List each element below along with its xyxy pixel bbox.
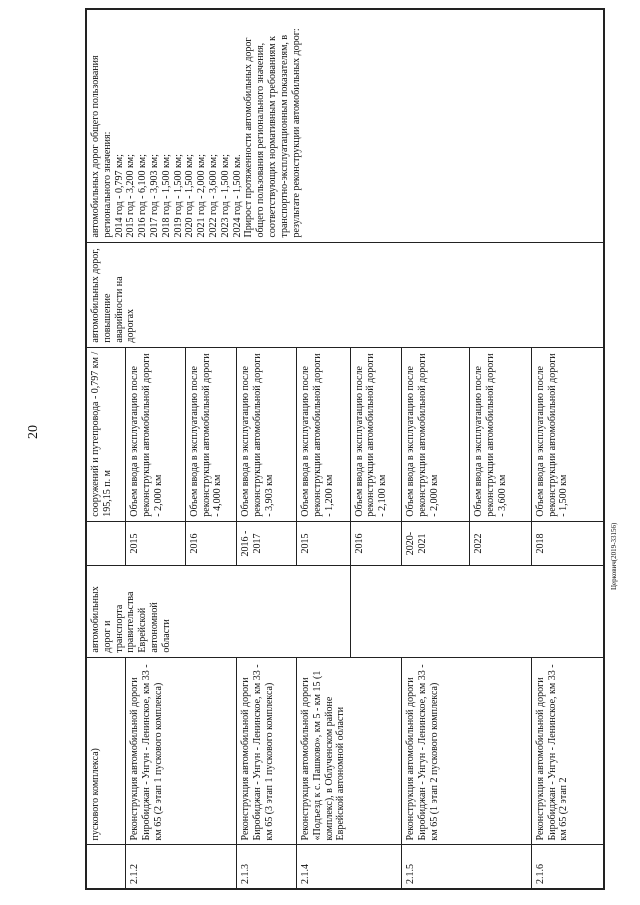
table-cell-num: 2.1.4 [297,845,402,889]
table-cell-indicators: автомобильных дорог общего пользования регионального значения: 2014 год - 0,797 км; 2015 год - 3,200 км; 2016 год - 6,100 км; 2017 год - 3,903 км; 2018 год - 1,500 км; 2019 год - 1,500 км; 2020 год - 1,500 км; 2021 год - 2,000 км; 2022 год - 3,600 км; 2023 год - 1,500 км; 2024 год - 1,500 км. Прирост протяженности автомобильных дорог общего пользования регионального значения, соответствующих нормативным требованиям к транспортно-эксплуатационным показателям, в результате реконструкции автомобильных дорог: [87,10,604,243]
table-cell-year: 2015 [297,521,351,566]
table-cell-result: Объем ввода в эксплуатацию после реконструкции автомобильной дороги - 3,903 км [237,347,297,521]
table-cell-result: Объем ввода в эксплуатацию после реконструкции автомобильной дороги - 2,100 км [350,347,401,521]
table-cell-name: Реконструкция автомобильной дороги Биробиджан - Унгун - Ленинское, км 33 - км 65 (2 этап 1 пускового комплекса) [126,657,237,845]
table-cell-year: 2016 [185,521,236,566]
table-cell-name: Реконструкция автомобильной дороги Биробиджан - Унгун - Ленинское, км 33 - км 65 (1 этап 2 пускового комплекса) [402,657,532,845]
page-number: 20 [26,425,41,439]
table-cell-name: Реконструкция автомобильной дороги Биробиджан - Унгун - Ленинское, км 33 - км 65 (3 этап 1 пускового комплекса) [237,657,297,845]
table-cell-num: 2.1.2 [126,845,237,889]
table-cell-num: 2.1.3 [237,845,297,889]
table-cell-executor: автомобильных дорог и транспорта правительства Еврейской автономной области [87,566,351,657]
document-table-frame [85,8,605,890]
table-cell-year: 2018 [531,521,603,566]
table-cell-year [87,521,126,566]
table-cell-result: Объем ввода в эксплуатацию после реконструкции автомобильной дороги - 2,000 км [402,347,470,521]
table-cell-year: 2015 [126,521,186,566]
table-cell-result: Объем ввода в эксплуатацию после реконструкции автомобильной дороги - 4,000 км [185,347,236,521]
table-cell-effect: автомобильных дорог, повышение аварийности на дорогах [87,242,604,347]
table-cell-year: 2016 - 2017 [237,521,297,566]
table-cell-num: 2.1.5 [402,845,532,889]
table-cell-result: сооружений и путепровода - 0,797 км / 195,15 п. м [87,347,126,521]
table-cell-year: 2016 [350,521,401,566]
table-cell-result: Объем ввода в эксплуатацию после реконструкции автомобильной дороги - 2,000 км [126,347,186,521]
table-cell-year: 2022 [470,521,532,566]
table-cell-executor-empty [350,566,603,657]
table-cell-name: пускового комплекса) [87,657,126,845]
rotated-table-area [86,9,604,889]
table-cell-name: Реконструкция автомобильной дороги Биробиджан - Унгун - Ленинское, км 33 - км 65 (2 этап 2 [531,657,603,845]
table-cell-result: Объем ввода в эксплуатацию после реконструкции автомобильной дороги - 1,200 км [297,347,351,521]
footer-document-code: Церкович(2019-33156) [610,522,618,590]
table-cell-result: Объем ввода в эксплуатацию после реконструкции автомобильной дороги - 1,500 км [531,347,603,521]
program-table [86,9,604,889]
table-cell-num [87,845,126,889]
table-cell-result: Объем ввода в эксплуатацию после реконструкции автомобильной дороги - 3,600 км [470,347,532,521]
table-cell-year: 2020- 2021 [402,521,470,566]
table-cell-name: Реконструкция автомобильной дороги «Подъезд к с. Пашково», км 5 - км 15 (1 комплекс), в Облученском районе Еврейской автономной области [297,657,402,845]
table-row [87,10,126,889]
table-cell-num: 2.1.6 [531,845,603,889]
